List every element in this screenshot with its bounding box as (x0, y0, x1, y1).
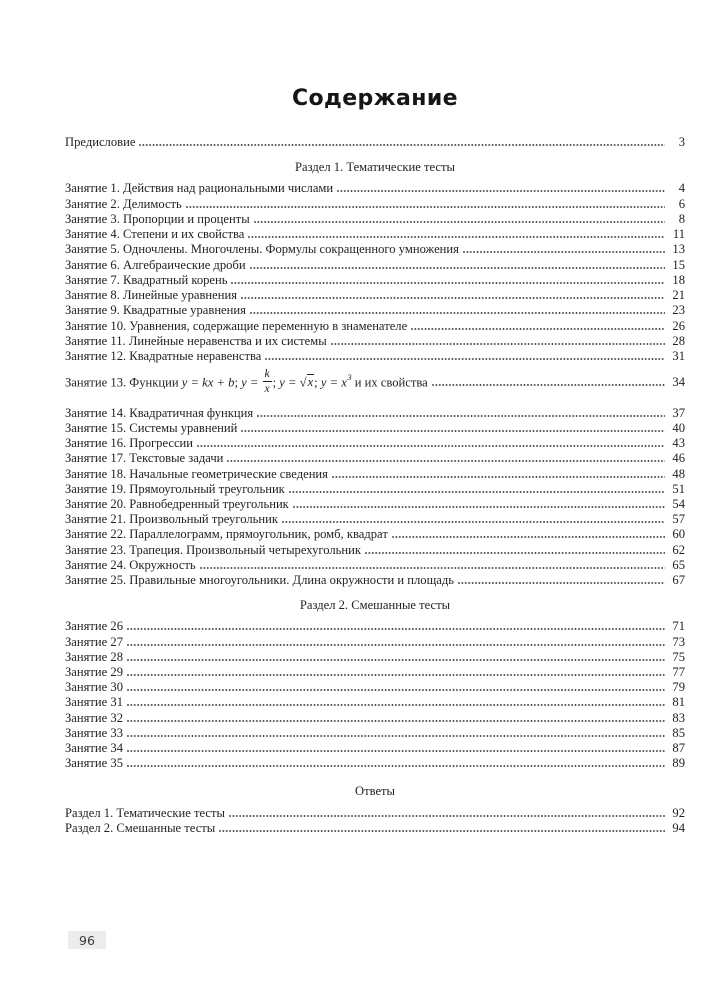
toc-entry-label: Занятие 11. Линейные неравенства и их системы (65, 333, 327, 348)
label-text: Занятие 13. Функции (65, 375, 182, 390)
toc-entry-label: Занятие 9. Квадратные уравнения (65, 303, 246, 318)
toc-entry-label: Занятие 24. Окружность (65, 557, 196, 572)
toc-entry-page-number: 81 (672, 695, 685, 710)
toc-entry (65, 512, 685, 527)
toc-entry (65, 649, 685, 664)
dot-leader (458, 573, 665, 584)
dot-leader (139, 135, 665, 146)
math-expression: y = kx + b (181, 375, 235, 390)
toc-entry-page-number: 94 (672, 820, 685, 835)
toc-entry-label: Занятие 28 (65, 649, 124, 664)
toc-entry (65, 481, 685, 496)
toc-entry-label: Занятие 35 (65, 756, 124, 771)
toc-entry-page-number: 67 (672, 573, 685, 588)
toc-entry-page-number: 79 (672, 680, 685, 695)
toc-entry (65, 805, 685, 820)
toc-entry-label: Занятие 30 (65, 680, 124, 695)
dot-leader (248, 227, 665, 238)
toc-entry-label: Занятие 26 (65, 619, 124, 634)
toc-entry-label: Занятие 29 (65, 664, 124, 679)
toc-entry (65, 227, 685, 242)
toc-entry (65, 405, 685, 420)
dot-leader (463, 242, 665, 253)
toc-entry-page-number: 13 (672, 242, 685, 257)
dot-leader (127, 649, 665, 660)
toc-entry-label: Занятие 5. Одночлены. Многочлены. Формулы сокращенного умножения (65, 242, 459, 257)
toc-entry-page-number: 8 (678, 211, 685, 226)
table-of-contents (65, 135, 685, 836)
toc-entry (65, 820, 685, 835)
toc-entry-label: Занятие 19. Прямоугольный треугольник (65, 481, 285, 496)
toc-entry-label: Занятие 15. Системы уравнений (65, 420, 238, 435)
toc-entry (65, 436, 685, 451)
toc-entry-page-number: 15 (672, 257, 685, 272)
toc-entry (65, 558, 685, 573)
dot-leader (197, 436, 665, 447)
toc-entry-page-number: 87 (672, 741, 685, 756)
dot-leader (282, 512, 665, 523)
toc-entry (65, 466, 685, 481)
dot-leader (127, 695, 665, 706)
dot-leader (127, 710, 665, 721)
toc-entry-label: Занятие 27 (65, 634, 124, 649)
toc-entry-page-number: 18 (672, 272, 685, 287)
dot-leader (127, 634, 665, 645)
toc-entry (65, 257, 685, 272)
toc-entry-label: Занятие 22. Параллелограмм, прямоугольник, ромб, квадрат (65, 527, 388, 542)
toc-entry (65, 212, 685, 227)
toc-entry-label: Занятие 12. Квадратные неравенства (65, 349, 262, 364)
section-heading: Ответы (354, 784, 396, 799)
toc-entry (65, 756, 685, 771)
toc-entry-preface (65, 135, 685, 150)
dot-leader (219, 820, 665, 831)
dot-leader (432, 375, 665, 386)
page-title: Содержание (292, 86, 458, 111)
toc-entry-page-number: 4 (678, 181, 685, 196)
dot-leader (392, 527, 665, 538)
toc-entry-label: Занятие 33 (65, 725, 124, 740)
dot-leader (127, 756, 665, 767)
dot-leader (231, 273, 665, 284)
math-superscript: 3 (347, 372, 352, 383)
toc-entry-page-number: 60 (672, 527, 685, 542)
toc-entry-page-number: 75 (672, 649, 685, 664)
toc-entry (65, 497, 685, 512)
footer-page-number-badge (68, 931, 106, 949)
toc-entry-page-number: 6 (678, 196, 685, 211)
toc-entry-page-number: 34 (672, 375, 685, 390)
toc-entry-page-number: 57 (672, 512, 685, 527)
dot-leader (227, 451, 665, 462)
toc-entry-label: Занятие 31 (65, 695, 124, 710)
toc-entry-label: Занятие 4. Степени и их свойства (65, 227, 245, 242)
toc-entry-label: Занятие 20. Равнобедренный треугольник (65, 496, 289, 511)
toc-entry-label: Занятие 23. Трапеция. Произвольный четырехугольник (65, 542, 361, 557)
dot-leader (241, 288, 665, 299)
dot-leader (411, 318, 665, 329)
toc-entry (65, 349, 685, 364)
toc-entry (65, 181, 685, 196)
label-text: и их свойства (351, 375, 428, 390)
dot-leader (250, 303, 665, 314)
toc-entry (65, 695, 685, 710)
toc-entry-page-number: 73 (672, 634, 685, 649)
toc-entry (65, 196, 685, 211)
toc-entry-label: Занятие 18. Начальные геометрические сведения (65, 466, 328, 481)
footer-page-number: 96 (79, 932, 95, 948)
toc-entry (65, 527, 685, 542)
toc-entry (65, 364, 685, 405)
toc-entry-label: Занятие 7. Квадратный корень (65, 272, 228, 287)
section-heading: Раздел 1. Тематические тесты (295, 160, 455, 175)
toc-entry (65, 665, 685, 680)
toc-entry (65, 273, 685, 288)
dot-leader (127, 619, 665, 630)
toc-entry-page-number: 43 (672, 436, 685, 451)
toc-entry (65, 634, 685, 649)
dot-leader (186, 196, 665, 207)
toc-entry (65, 451, 685, 466)
toc-entry-page-number: 51 (672, 481, 685, 496)
math-expression: y = x (320, 375, 347, 390)
dot-leader (365, 542, 665, 553)
toc-entry-page-number: 40 (672, 420, 685, 435)
label-text: ; (272, 375, 280, 390)
toc-entry-label: Занятие 14. Квадратичная функция (65, 405, 254, 420)
toc-entry-page-number: 48 (672, 466, 685, 481)
toc-entry-page-number: 26 (672, 318, 685, 333)
toc-entry (65, 573, 685, 588)
toc-entry-page-number: 46 (672, 451, 685, 466)
dot-leader (200, 558, 665, 569)
dot-leader (265, 349, 665, 360)
dot-leader (257, 405, 665, 416)
toc-entry (65, 710, 685, 725)
toc-entry-page-number: 23 (672, 303, 685, 318)
toc-entry-page-number: 62 (672, 542, 685, 557)
dot-leader (332, 466, 665, 477)
math-fraction: $\frac{k}{x}$ (264, 367, 270, 395)
toc-entry-page-number: 31 (672, 349, 685, 364)
math-square-root: √x (299, 375, 314, 390)
toc-entry-page-number: 85 (672, 725, 685, 740)
toc-entry (65, 680, 685, 695)
toc-entry-label: Занятие 6. Алгебраические дроби (65, 257, 246, 272)
dot-leader (254, 212, 665, 223)
dot-leader (289, 481, 665, 492)
toc-entry-page-number: 71 (672, 619, 685, 634)
toc-entry (65, 741, 685, 756)
label-text: ; (234, 375, 242, 390)
toc-entry-label: Раздел 2. Смешанные тесты (65, 820, 216, 835)
dot-leader (293, 497, 665, 508)
toc-entry-page-number: 54 (672, 496, 685, 511)
toc-entry (65, 619, 685, 634)
toc-entry-page-number: 21 (672, 288, 685, 303)
toc-entry-label: Занятие 17. Текстовые задачи (65, 451, 224, 466)
toc-entry-label (65, 367, 428, 397)
math-expression: y = (241, 375, 262, 390)
toc-entry-label: Раздел 1. Тематические тесты (65, 805, 225, 820)
toc-page (65, 0, 685, 836)
label-text: ; (314, 375, 321, 390)
dot-leader (229, 805, 665, 816)
toc-entry (65, 542, 685, 557)
toc-entry-label: Занятие 25. Правильные многоугольники. Длина окружности и площадь (65, 573, 455, 588)
dot-leader (127, 680, 665, 691)
toc-entry-preface-label: Предисловие (65, 135, 136, 150)
toc-entry-page-number: 89 (672, 756, 685, 771)
toc-entry (65, 726, 685, 741)
toc-entry-page-number: 11 (672, 227, 685, 242)
dot-leader (127, 741, 665, 752)
toc-entry-label: Занятие 8. Линейные уравнения (65, 288, 238, 303)
toc-entry-label: Занятие 32 (65, 710, 124, 725)
toc-entry (65, 242, 685, 257)
toc-entry-page-number: 83 (672, 710, 685, 725)
toc-entry-preface-page-number: 3 (678, 135, 685, 150)
toc-entry (65, 318, 685, 333)
dot-leader (337, 181, 665, 192)
toc-entry-label: Занятие 34 (65, 741, 124, 756)
toc-entry (65, 288, 685, 303)
math-expression: y = (279, 375, 300, 390)
section-heading: Раздел 2. Смешанные тесты (299, 598, 451, 613)
toc-entry-label: Занятие 21. Произвольный треугольник (65, 512, 278, 527)
dot-leader (127, 665, 665, 676)
toc-entry-label: Занятие 1. Действия над рациональными числами (65, 181, 334, 196)
dot-leader (241, 420, 665, 431)
toc-entry (65, 333, 685, 348)
toc-entry-page-number: 65 (672, 557, 685, 572)
dot-leader (127, 726, 665, 737)
toc-entry-label: Занятие 2. Делимость (65, 196, 182, 211)
dot-leader (250, 257, 665, 268)
toc-entry-label: Занятие 3. Пропорции и проценты (65, 211, 250, 226)
toc-entry-page-number: 92 (672, 805, 685, 820)
dot-leader (331, 333, 665, 344)
toc-entry (65, 420, 685, 435)
toc-entry-page-number: 28 (672, 333, 685, 348)
toc-entry-page-number: 37 (672, 405, 685, 420)
toc-entry (65, 303, 685, 318)
toc-entry-label: Занятие 10. Уравнения, содержащие переменную в знаменателе (65, 318, 408, 333)
toc-entry-label: Занятие 16. Прогрессии (65, 436, 194, 451)
toc-entry-page-number: 77 (672, 664, 685, 679)
